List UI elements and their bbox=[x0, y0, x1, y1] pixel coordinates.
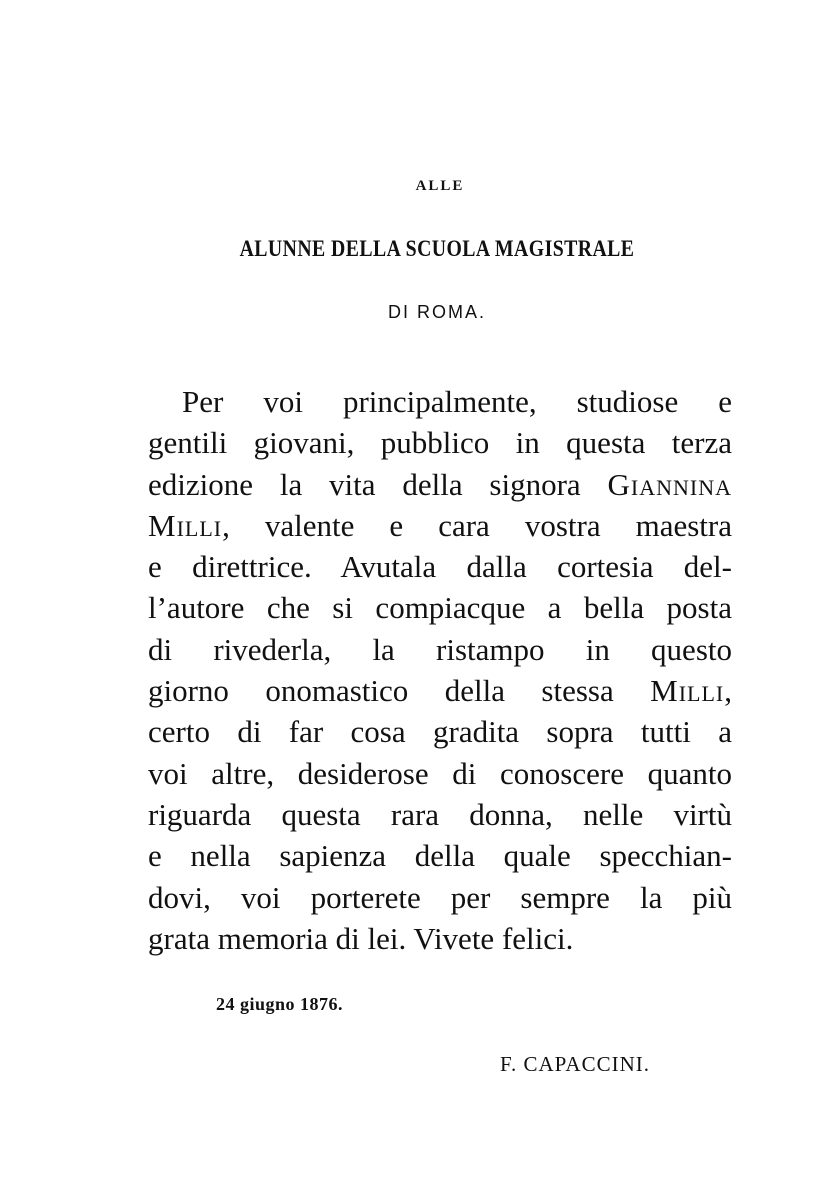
body-text-fragment: giorno onomastico della stessa bbox=[148, 673, 614, 709]
body-line: certo di far cosa gradita sopra tutti a bbox=[148, 714, 732, 750]
signature: F. CAPACCINI. bbox=[500, 1052, 651, 1076]
body-line: Per voi principalmente, studiose e bbox=[182, 384, 732, 419]
body-text-fragment: , valente e cara vostra maestra bbox=[222, 507, 732, 543]
dedication-line-alunne: ALUNNE DELLA SCUOLA MAGISTRALE bbox=[239, 236, 635, 261]
body-line: grata memoria di lei. Vivete felici. bbox=[148, 920, 574, 956]
body-line: l’autore che si compiacque a bella posta bbox=[148, 590, 732, 626]
dedication-line-roma: DI ROMA. bbox=[387, 302, 486, 322]
dedication-body bbox=[148, 381, 732, 959]
body-line: dovi, voi porterete per sempre la più bbox=[148, 879, 732, 915]
name-milli: Milli bbox=[148, 507, 223, 543]
body-line: e direttrice. Avutala dalla cortesia del- bbox=[148, 549, 732, 585]
name-giannina: Giannina bbox=[607, 466, 732, 502]
name-milli: Milli bbox=[650, 673, 725, 709]
body-text-fragment: edizione la vita della signora bbox=[148, 466, 581, 502]
body-line: di rivederla, la ristampo in questo bbox=[148, 631, 732, 667]
body-line bbox=[148, 505, 732, 546]
body-line: riguarda questa rara donna, nelle virtù bbox=[148, 796, 732, 832]
body-line: voi altre, desiderose di conoscere quanto bbox=[148, 755, 732, 791]
body-line: e nella sapienza della quale specchian- bbox=[148, 838, 732, 874]
body-line bbox=[148, 670, 732, 711]
body-line bbox=[148, 464, 732, 505]
body-line: gentili giovani, pubblico in questa terza bbox=[148, 425, 732, 461]
body-text-fragment: , bbox=[724, 673, 732, 709]
dedication-line-alle: ALLE bbox=[415, 178, 465, 194]
date-line: 24 giugno 1876. bbox=[216, 994, 344, 1014]
